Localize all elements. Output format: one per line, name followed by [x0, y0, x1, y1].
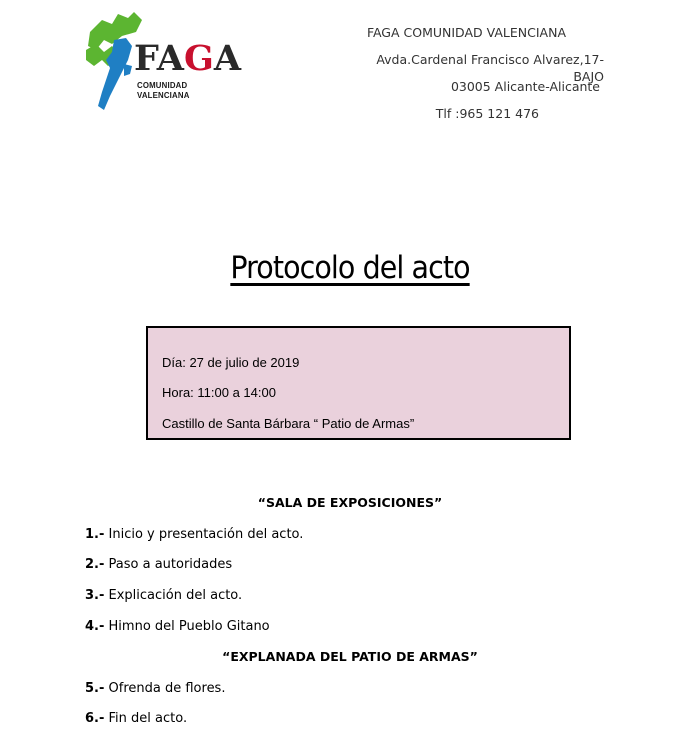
logo-subtitle: COMUNIDAD VALENCIANA [137, 80, 190, 100]
list-item: 6.- Fin del acto. [85, 711, 188, 726]
address-line-org: FAGA COMUNIDAD VALENCIANA [366, 25, 566, 40]
logo-wordmark: FAGA [134, 38, 242, 79]
page-title: Protocolo del acto [230, 250, 470, 286]
faga-logo [82, 10, 242, 114]
address-line-city: 03005 Alicante-Alicante [450, 79, 600, 94]
list-item: 3.- Explicación del acto. [85, 588, 243, 603]
list-item: 4.- Himno del Pueblo Gitano [85, 619, 270, 634]
list-item: 5.- Ofrenda de flores. [85, 681, 226, 696]
address-line-phone: Tlf :965 121 476 [435, 106, 539, 121]
list-item: 1.- Inicio y presentación del acto. [85, 527, 304, 542]
address-block [364, 24, 604, 132]
event-info-box [146, 326, 571, 440]
address-line-street: Avda.Cardenal Francisco Alvarez,17-BAJO [376, 52, 604, 84]
section-heading-sala: “SALA DE EXPOSICIONES” [257, 495, 443, 510]
event-time: Hora: 11:00 a 14:00 [162, 385, 276, 400]
section-heading-explanada: “EXPLANADA DEL PATIO DE ARMAS” [222, 649, 478, 664]
event-date: Día: 27 de julio de 2019 [162, 355, 300, 370]
list-item: 2.- Paso a autoridades [85, 557, 233, 572]
event-location: Castillo de Santa Bárbara “ Patio de Armas” [162, 416, 415, 431]
